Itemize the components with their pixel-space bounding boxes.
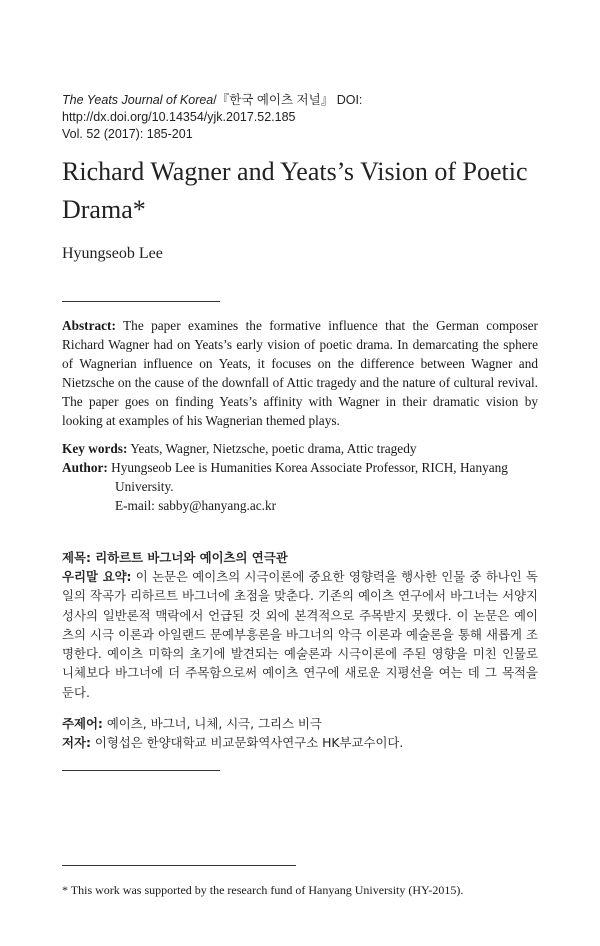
- author-label: Author:: [62, 460, 108, 475]
- author-bio-cont: University.: [115, 479, 174, 494]
- keywords: [62, 439, 538, 458]
- abstract-label: Abstract:: [62, 318, 116, 333]
- korean-keywords-text: 예이츠, 바그너, 니체, 시극, 그리스 비극: [102, 716, 322, 731]
- korean-author-label: 저자:: [62, 735, 91, 750]
- author-name: Hyungseob Lee: [62, 245, 163, 262]
- korean-abstract: [62, 567, 538, 702]
- korean-journal-name: /『한국 예이츠 저널』: [213, 93, 334, 107]
- abstract-text: The paper examines the formative influence that the German composer Richard Wagner had on Yeats’s early vision of poetic drama. In demarcating the sphere of Wagnerian influence on Yeats, it focuses on the difference between Wagner and Nietzsche on the cause of the downfall of Attic tragedy and the nature of cultural revival. The paper goes on finding Yeats’s affinity with Wagner in their dramatic vision by looking at examples of his Wagnerian themed plays.: [62, 318, 538, 428]
- author-email: E-mail: sabby@hanyang.ac.kr: [115, 498, 277, 513]
- korean-title: [62, 548, 538, 567]
- divider: [62, 301, 220, 302]
- korean-author-text: 이형섭은 한양대학교 비교문화역사연구소 HK부교수이다.: [90, 735, 404, 750]
- doi: DOI: http://dx.doi.org/10.14354/yjk.2017.52.185: [62, 93, 363, 124]
- korean-keywords-label: 주제어:: [62, 716, 103, 731]
- korean-abstract-label: 우리말 요약:: [62, 569, 132, 584]
- divider: [62, 770, 220, 771]
- author-bio: Hyungseob Lee is Humanities Korea Associate Professor, RICH, Hanyang: [107, 460, 508, 475]
- korean-author: [62, 733, 538, 752]
- keywords-text: Yeats, Wagner, Nietzsche, poetic drama, Attic tragedy: [127, 441, 417, 456]
- footnote: * This work was supported by the research fund of Hanyang University (HY-2015).: [62, 883, 464, 897]
- footnote-rule: [62, 865, 296, 866]
- paper-title: Richard Wagner and Yeats’s Vision of Poetic Drama*: [62, 157, 528, 224]
- korean-title-label: 제목:: [62, 550, 91, 565]
- author-info: [62, 458, 538, 515]
- abstract: [62, 316, 538, 430]
- journal-header: [62, 92, 562, 143]
- citation-line: [62, 92, 562, 126]
- volume-pages: Vol. 52 (2017): 185-201: [62, 127, 193, 141]
- korean-abstract-text: 이 논문은 예이츠의 시극이론에 중요한 영향력을 행사한 인물 중 하나인 독일의 작곡가 리하르트 바그너에 초점을 맞춘다. 기존의 예이츠 연구에서 바그너는 서양지성사의 일반론적 맥락에서 언급된 것 외에 본격적으로 주목받지 못했다. 이 논문은 예이츠의 시극 이론과 아일랜드 문예부흥론을 바그너의 악극 이론과 예술론을 통해 새롭게 조명한다. 예이츠 미학의 초기에 발견되는 예술론과 시극이론에 주된 영향을 미친 인물로 니체보다 바그너에 더 주목함으로써 예이츠 연구에 새로운 지평선을 여는 데 그 목적을 둔다.: [62, 569, 539, 700]
- korean-keywords: [62, 714, 538, 733]
- keywords-label: Key words:: [62, 441, 128, 456]
- korean-title-text: 리하르트 바그너와 예이츠의 연극관: [90, 550, 288, 565]
- journal-name: The Yeats Journal of Korea: [62, 93, 214, 107]
